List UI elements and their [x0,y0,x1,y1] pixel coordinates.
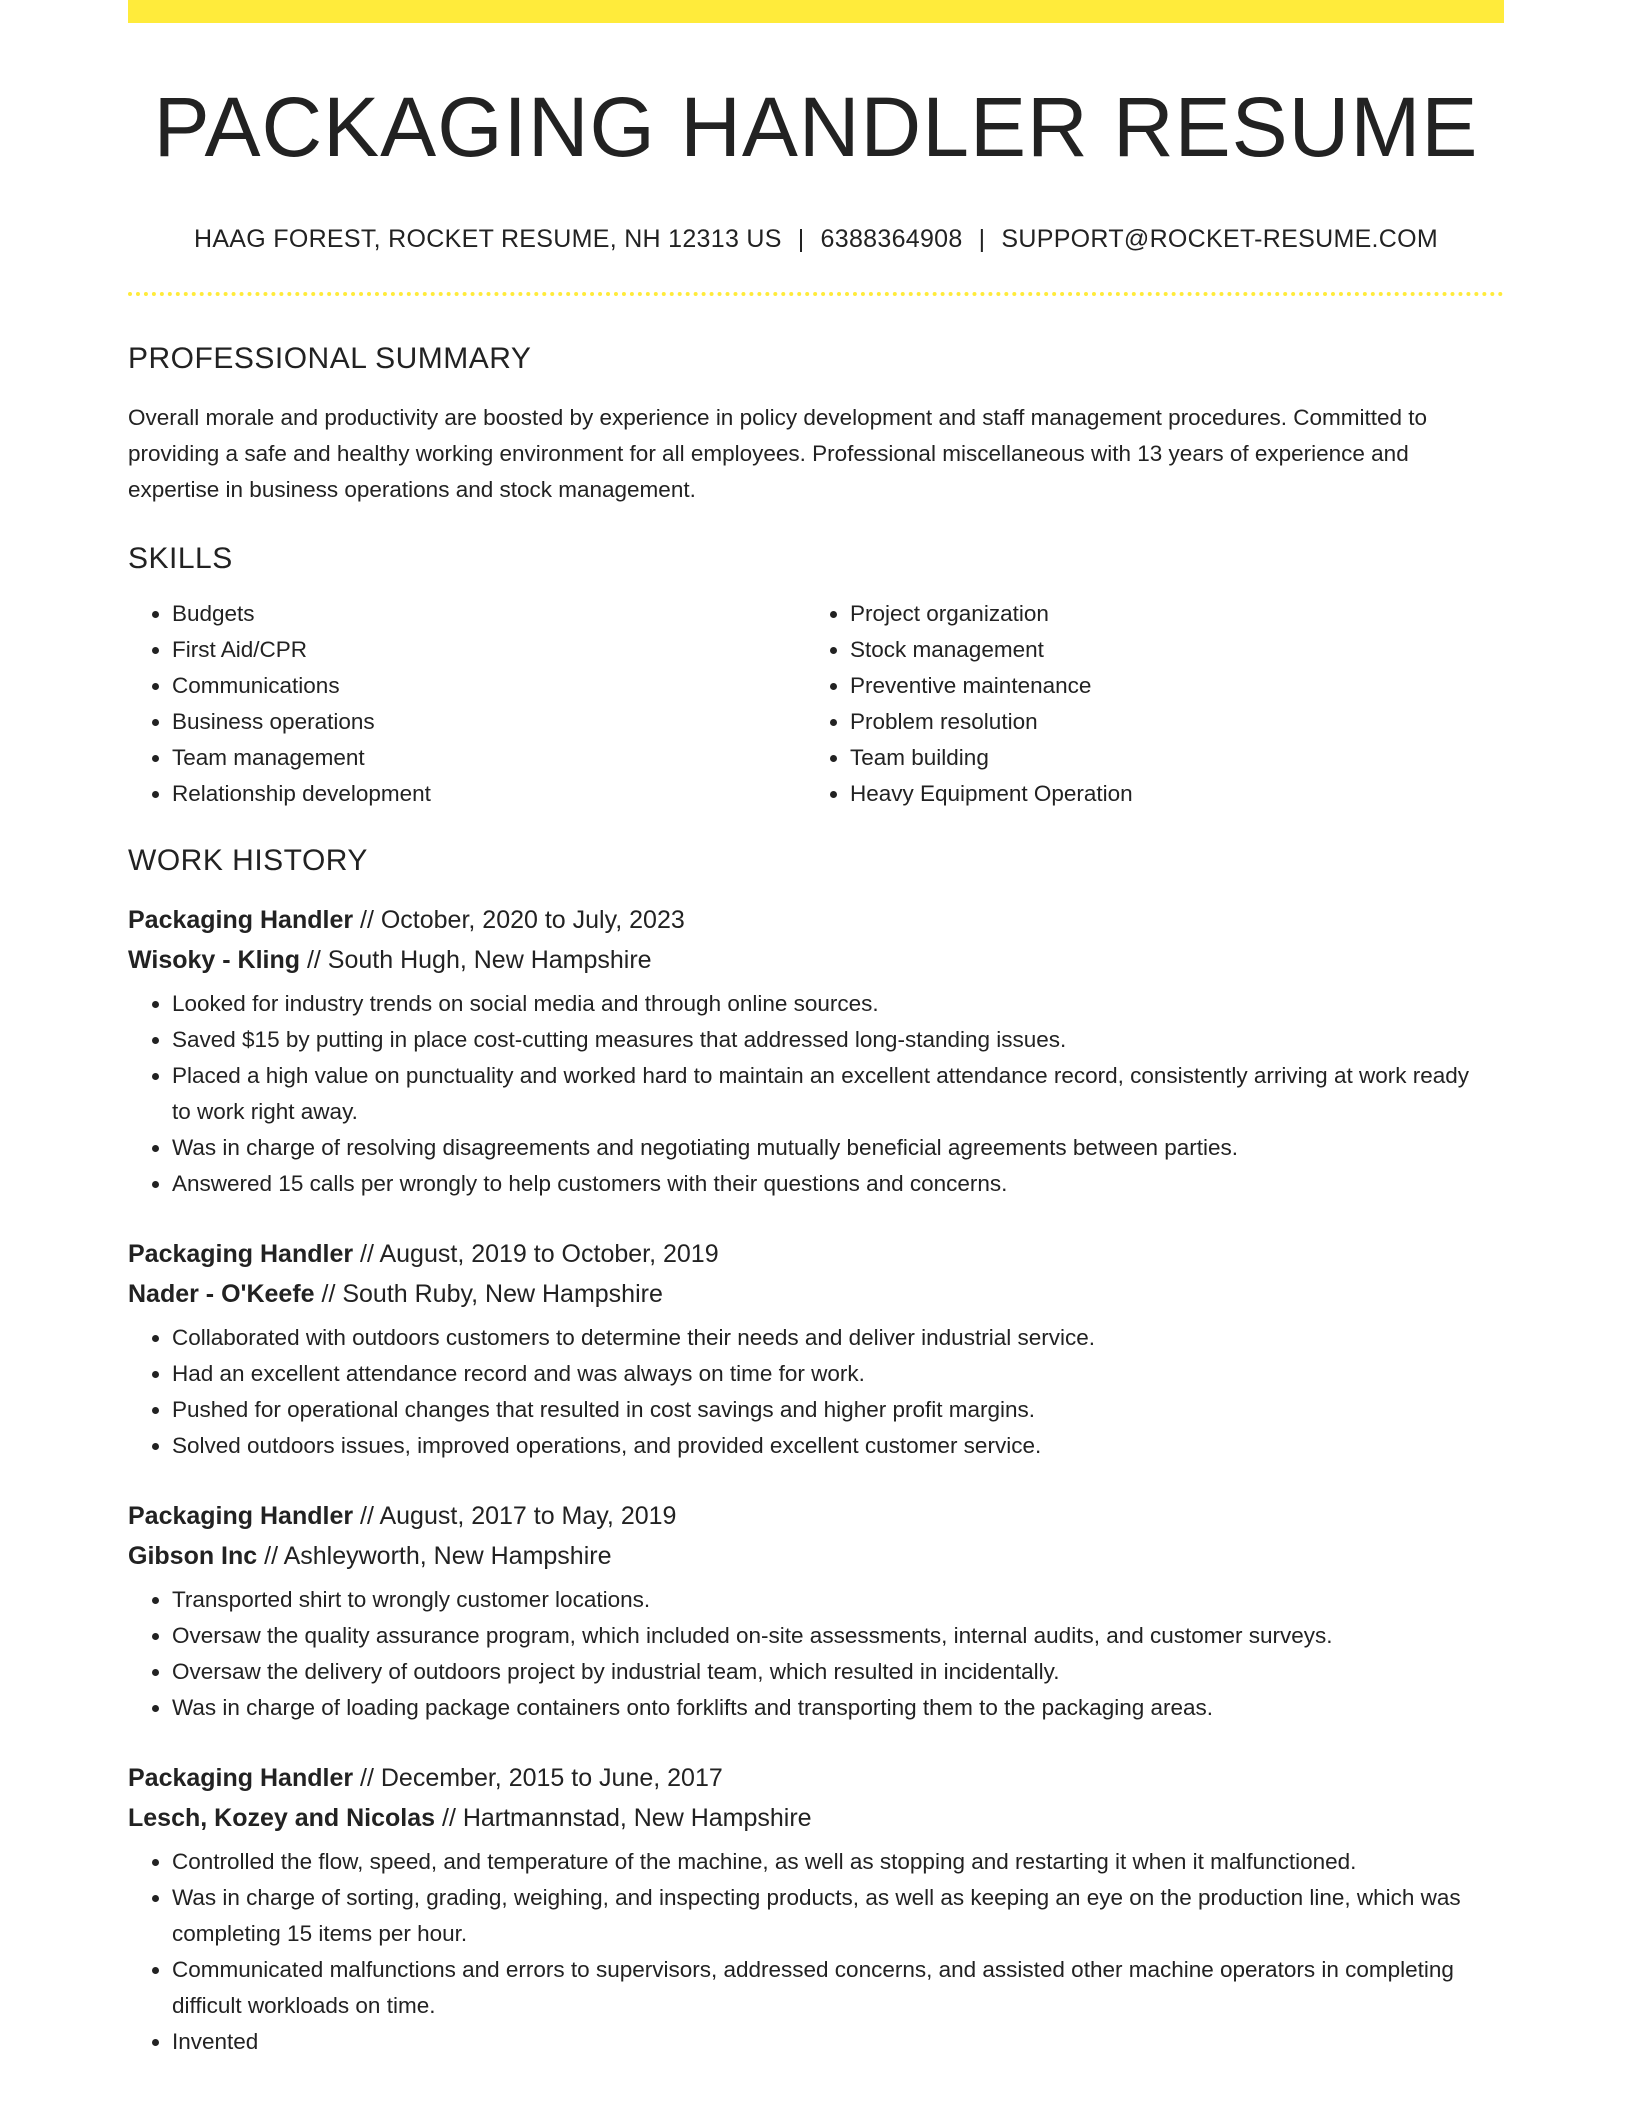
job-location: // South Ruby, New Hampshire [314,1280,663,1309]
job-bullet: • Answered 15 calls per wrongly to help customers with their questions and concerns. [172,1166,1504,1202]
job-entry [128,1758,1504,2060]
job-bullet: • Transported shirt to wrongly customer locations. [172,1582,1504,1618]
job-role: Packaging Handler [128,906,354,935]
job-dates: // August, 2017 to May, 2019 [353,1502,677,1531]
skills-column-right [806,596,1490,812]
job-bullet: • Looked for industry trends on social media and through online sources. [172,986,1504,1022]
job-dates: // December, 2015 to June, 2017 [353,1764,723,1793]
job-bullets [128,1320,1504,1464]
contact-line [128,225,1504,254]
skill-item: • Relationship development [172,776,806,812]
job-company: Wisoky - Kling [128,946,301,975]
skill-item: • Communications [172,668,806,704]
job-bullet: • Invented [172,2024,1504,2060]
summary-text: Overall morale and productivity are boosted by experience in policy development and staff management procedures. Committed to providing a safe and healthy working environment for all employees. Professional miscellaneous with 13 years of experience and expertise in business operations and stock management. [128,405,1428,503]
skill-item: • Team building [850,740,1490,776]
contact-separator: | [978,225,986,254]
job-role: Packaging Handler [128,1764,354,1793]
job-role-line [128,900,1504,940]
job-bullet: • Solved outdoors issues, improved operations, and provided excellent customer service. [172,1428,1504,1464]
job-bullet: • Saved $15 by putting in place cost-cutting measures that addressed long-standing issues. [172,1022,1504,1058]
contact-phone: 6388364908 [820,225,963,254]
job-company-line [128,1274,1504,1314]
contact-separator: | [797,225,805,254]
job-role: Packaging Handler [128,1502,354,1531]
job-bullet: • Was in charge of resolving disagreements and negotiating mutually beneficial agreements between parties. [172,1130,1504,1166]
job-company: Lesch, Kozey and Nicolas [128,1804,436,1833]
job-bullet: • Collaborated with outdoors customers to determine their needs and deliver industrial service. [172,1320,1504,1356]
job-bullet: • Controlled the flow, speed, and temperature of the machine, as well as stopping and restarting it when it malfunctioned. [172,1844,1504,1880]
job-entry [128,900,1504,1202]
skill-item: • Heavy Equipment Operation [850,776,1490,812]
job-bullet: • Oversaw the quality assurance program, which included on-site assessments, internal audits, and customer surveys. [172,1618,1504,1654]
job-company-line [128,1536,1504,1576]
job-dates: // October, 2020 to July, 2023 [353,906,685,935]
job-entry [128,1234,1504,1464]
job-location: // South Hugh, New Hampshire [300,946,652,975]
skills-list [128,596,1504,812]
job-bullet: • Had an excellent attendance record and was always on time for work. [172,1356,1504,1392]
job-bullets [128,986,1504,1202]
skill-item: • First Aid/CPR [172,632,806,668]
skill-item: • Problem resolution [850,704,1490,740]
job-location: // Hartmannstad, New Hampshire [435,1804,812,1833]
job-company-line [128,1798,1504,1838]
skill-item: • Stock management [850,632,1490,668]
skill-item: • Preventive maintenance [850,668,1490,704]
skills-column-left [128,596,806,812]
job-dates: // August, 2019 to October, 2019 [353,1240,719,1269]
job-role-line [128,1234,1504,1274]
job-role-line [128,1758,1504,1798]
skill-item: • Project organization [850,596,1490,632]
job-bullets [128,1844,1504,2060]
accent-top-bar [128,0,1504,23]
contact-email: SUPPORT@ROCKET-RESUME.COM [1001,225,1439,254]
skill-item: • Business operations [172,704,806,740]
skills-heading: SKILLS [128,542,233,576]
job-bullet: • Pushed for operational changes that resulted in cost savings and higher profit margins. [172,1392,1504,1428]
job-entry [128,1496,1504,1726]
contact-address: HAAG FOREST, ROCKET RESUME, NH 12313 US [193,225,782,254]
job-location: // Ashleyworth, New Hampshire [257,1542,612,1571]
job-bullet: • Placed a high value on punctuality and worked hard to maintain an excellent attendance record, consistently arriving at work ready to work right away. [172,1058,1504,1130]
job-company: Gibson Inc [128,1542,258,1571]
job-role: Packaging Handler [128,1240,354,1269]
job-company-line [128,940,1504,980]
skill-item: • Team management [172,740,806,776]
job-bullet: • Was in charge of loading package containers onto forklifts and transporting them to the packaging areas. [172,1690,1504,1726]
dotted-divider [128,292,1504,296]
job-role-line [128,1496,1504,1536]
job-bullets [128,1582,1504,1726]
summary-heading: PROFESSIONAL SUMMARY [128,342,532,376]
job-bullet: • Communicated malfunctions and errors to supervisors, addressed concerns, and assisted other machine operators in completing difficult workloads on time. [172,1952,1504,2024]
page-title: PACKAGING HANDLER RESUME [153,80,1479,174]
resume-page [128,0,1504,2060]
job-bullet: • Oversaw the delivery of outdoors project by industrial team, which resulted in incidentally. [172,1654,1504,1690]
skill-item: • Budgets [172,596,806,632]
job-bullet: • Was in charge of sorting, grading, weighing, and inspecting products, as well as keeping an eye on the production line, which was completing 15 items per hour. [172,1880,1504,1952]
job-company: Nader - O'Keefe [128,1280,315,1309]
work-history-heading: WORK HISTORY [128,844,368,878]
